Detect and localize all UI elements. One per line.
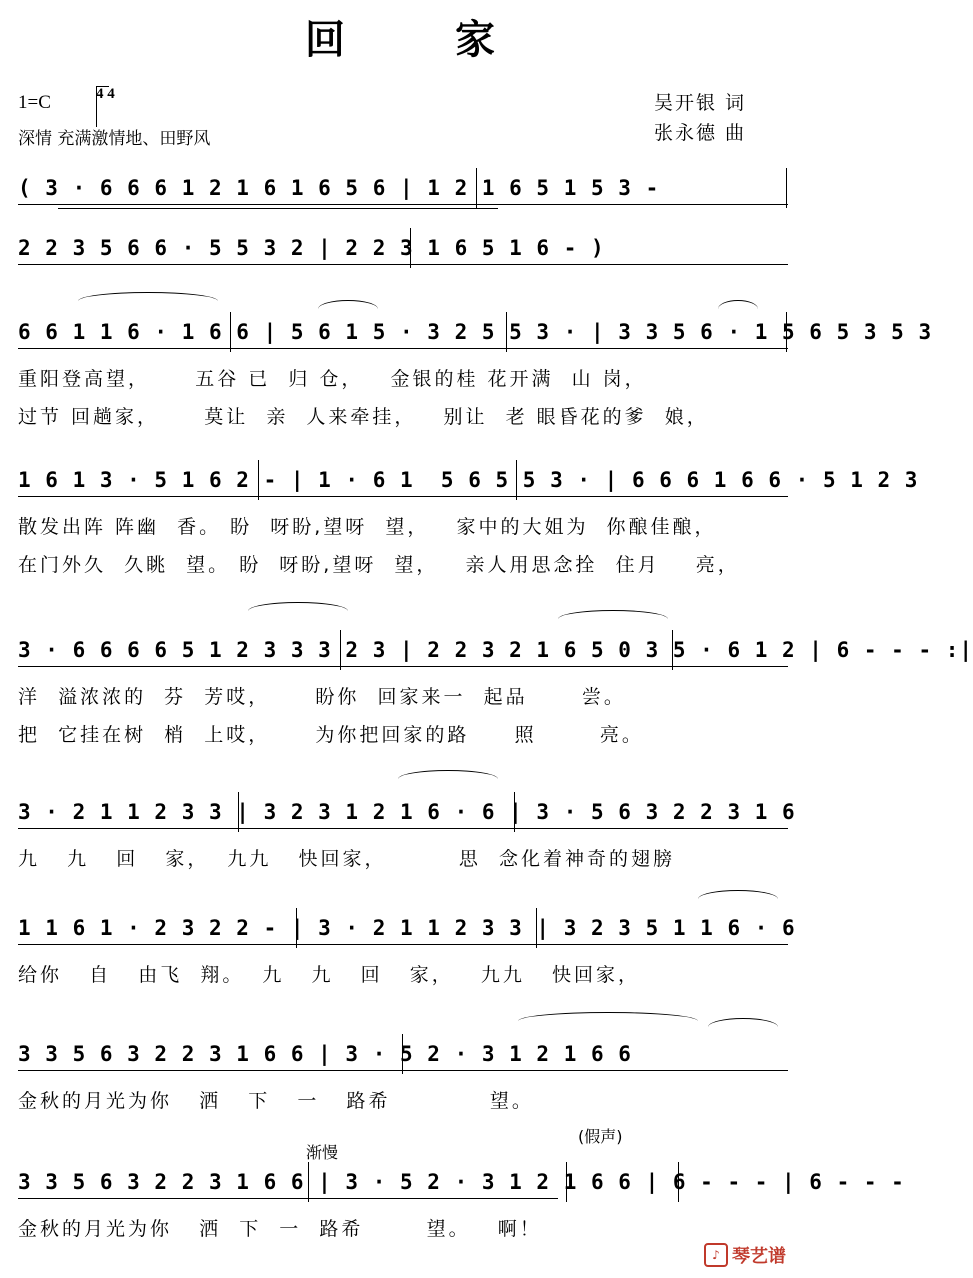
beam-line (18, 204, 788, 205)
site-watermark (704, 1242, 786, 1268)
beam-line (58, 208, 498, 209)
barline (402, 1034, 403, 1074)
slur (318, 300, 378, 309)
barline (340, 630, 341, 670)
barline (410, 228, 411, 268)
lyric-verse-1: 九 九 回 家， 九九 快回家， 思 念化着神奇的翅膀 (18, 848, 675, 870)
barline (296, 908, 297, 948)
tempo-marking: 深情 充满激情地、田野风 (18, 129, 211, 149)
barline (258, 460, 259, 500)
barline (536, 908, 537, 948)
notation-line: 3 · 6 6 6 6 5 1 2 3 3 3 2 3 | 2 2 3 2 1 6 5 0 3 5 · 6 1 2 | 6 - - - :| (18, 638, 973, 662)
slur (698, 890, 778, 899)
slur (558, 610, 668, 619)
lyric-verse-1: 洋 溢浓浓的 芬 芳哎， 盼你 回家来一 起品 尝。 (18, 686, 626, 708)
lyric-verse-1: 散发出阵 阵幽 香。 盼 呀盼,望呀 望， 家中的大姐为 你酿佳酿， (18, 516, 717, 538)
time-divider (96, 86, 109, 127)
ritardando-marking: 渐慢 (306, 1143, 339, 1162)
lyric-verse-2: 把 它挂在树 梢 上哎， 为你把回家的路 照 亮。 (18, 724, 644, 746)
beam-line (18, 828, 788, 829)
slur (718, 300, 758, 309)
slur (398, 770, 498, 779)
lyricist-credit: 吴开银 词 (654, 92, 747, 114)
time-top: 4 (96, 86, 104, 102)
lyric-verse-2: 在门外久 久眺 望。 盼 呀盼,望呀 望， 亲人用思念拴 住月 亮， (18, 554, 740, 576)
slur (708, 1018, 778, 1027)
notation-line: 3 3 5 6 3 2 2 3 1 6 6 | 3 · 5 2 · 3 1 2 1 6 6 | 6 - - - | 6 - - - (18, 1170, 905, 1194)
notation-line: 1 1 6 1 · 2 3 2 2 - | 3 · 2 1 1 2 3 3 | 3 2 3 5 1 1 6 · 6 (18, 916, 796, 940)
time-signature (96, 86, 115, 103)
barline (230, 312, 231, 352)
beam-line (18, 348, 788, 349)
beam-line (18, 1198, 558, 1199)
lyric-verse-1: 重阳登高望， 五谷 已 归 仓， 金银的桂 花开满 山 岗， (18, 368, 647, 390)
beam-line (18, 264, 788, 265)
song-title: 回 家 (305, 16, 543, 63)
beam-line (18, 944, 788, 945)
lyric-verse-1: 金秋的月光为你 洒 下 一 路希 望。 (18, 1090, 534, 1112)
barline (672, 630, 673, 670)
notation-line: 2 2 3 5 6 6 · 5 5 3 2 | 2 2 3 1 6 5 1 6 - ) (18, 236, 605, 260)
lyric-verse-1: 给你 自 由飞 翔。 九 九 回 家， 九九 快回家， (18, 964, 640, 986)
barline (238, 792, 239, 832)
lyric-verse-1: 金秋的月光为你 洒 下 一 路希 望。 啊！ (18, 1218, 542, 1240)
notation-line: 6 6 1 1 6 · 1 6 6 | 5 6 1 5 · 3 2 5 5 3 · | 3 3 5 6 · 1 5 6 5 3 5 3 (18, 320, 933, 344)
notation-line: 3 3 5 6 3 2 2 3 1 6 6 | 3 · 5 2 · 3 1 2 1 6 6 (18, 1042, 632, 1066)
notation-line: 1 6 1 3 · 5 1 6 2 - | 1 · 6 1 5 6 5 5 3 · | 6 6 6 1 6 6 · 5 1 2 3 (18, 468, 919, 492)
falsetto-marking: (假声) (578, 1127, 623, 1146)
barline (786, 168, 787, 208)
barline (516, 460, 517, 500)
slur (518, 1012, 698, 1021)
composer-credit: 张永德 曲 (654, 122, 747, 144)
time-bottom: 4 (107, 86, 115, 102)
notation-line: ( 3 · 6 6 6 1 2 1 6 1 6 5 6 | 1 2 1 6 5 1 5 3 - (18, 176, 673, 200)
beam-line (18, 1070, 788, 1071)
barline (308, 1162, 309, 1202)
barline (476, 168, 477, 208)
barline (678, 1162, 679, 1202)
barline (786, 312, 787, 352)
watermark-logo-icon: ♪ (704, 1243, 728, 1267)
key-signature: 1=C (18, 92, 51, 113)
barline (506, 312, 507, 352)
lyric-verse-2: 过节 回趟家， 莫让 亲 人来牵挂， 别让 老 眼昏花的爹 娘， (18, 406, 709, 428)
slur (248, 602, 348, 611)
beam-line (18, 496, 788, 497)
notation-line: 3 · 2 1 1 2 3 3 | 3 2 3 1 2 1 6 · 6 | 3 · 5 6 3 2 2 3 1 6 (18, 800, 796, 824)
barline (566, 1162, 567, 1202)
barline (514, 792, 515, 832)
watermark-text: 琴艺谱 (732, 1246, 786, 1267)
slur (78, 292, 218, 301)
